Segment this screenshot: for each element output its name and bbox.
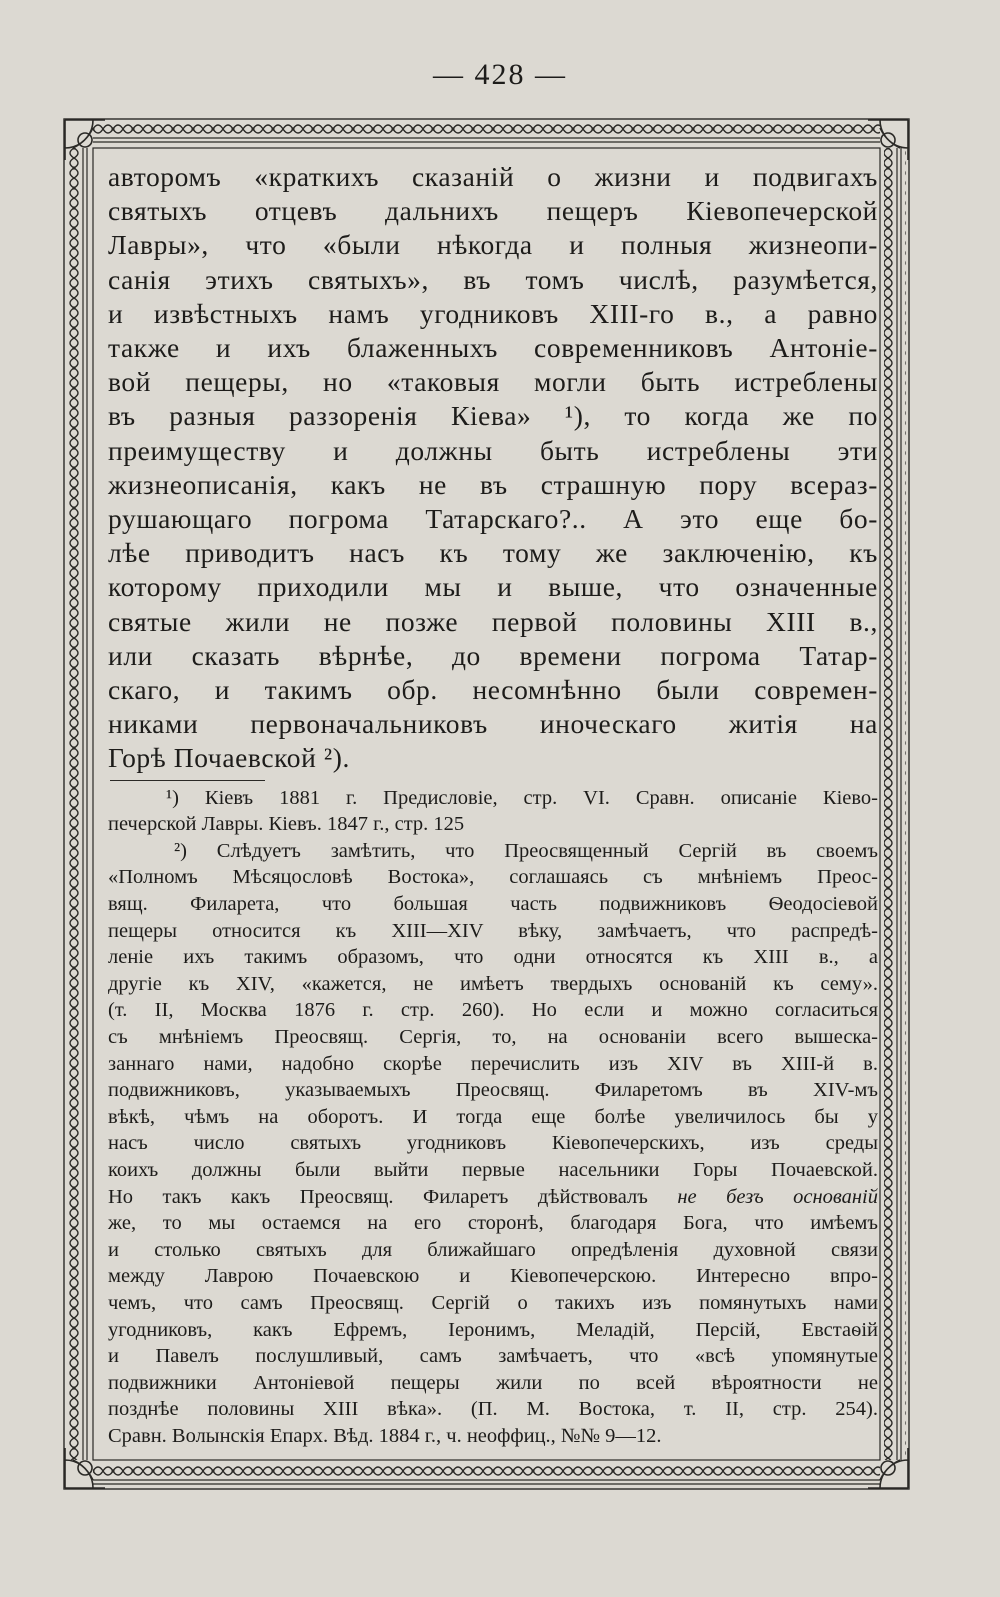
text-line: также и ихъ блаженныхъ современниковъ Антоніе-: [108, 332, 878, 364]
text-line: и извѣстныхъ намъ угодниковъ XIII-го в., а равно: [108, 297, 878, 329]
text-line: Горѣ Почаевской ²).: [108, 742, 350, 774]
italic-phrase: не безъ основаній: [677, 1185, 879, 1208]
main-paragraph: [108, 160, 878, 776]
text-line: святыхъ отцевъ дальнихъ пещеръ Кіевопечерской: [108, 195, 878, 227]
footnote-2-line: (т. II, Москва 1876 г. стр. 260). Но если и можно согласиться: [108, 999, 878, 1022]
footnote-2-line: вѣкѣ, чѣмъ на оборотъ. И тогда еще болѣе увеличилось бы у: [108, 1105, 878, 1128]
footnote-2-line: ²) Слѣдуетъ замѣтить, что Преосвященный Сергій въ своемъ: [174, 839, 878, 862]
page-body: [108, 160, 878, 1450]
text-line: авторомъ «краткихъ сказаній о жизни и подвигахъ: [108, 161, 878, 192]
footnote-2-line: же, то мы остаемся на его сторонѣ, благодаря Бога, что имѣемъ: [108, 1212, 878, 1235]
footnote-1-line: ¹) Кіевъ 1881 г. Предисловіе, стр. VI. Сравн. описаніе Кіево-: [166, 786, 878, 809]
footnote-2-line: коихъ должны были выйти первые насельники Горы Почаевской.: [108, 1158, 878, 1181]
text-line: санія этихъ святыхъ», въ томъ числѣ, разумѣется,: [108, 263, 878, 295]
footnote-2-line: подвижники Антоніевой пещеры жили по всей вѣроятности не: [108, 1371, 878, 1394]
footnote-2-line: «Полномъ Мѣсяцословѣ Востока», соглашаясь съ мнѣніемъ Преос-: [108, 866, 878, 889]
footnote-2-line: и столько святыхъ для ближайшаго опредѣленія духовной связи: [108, 1238, 878, 1261]
footnote-2-line: пещеры относится къ XIII—XIV вѣку, замѣчаетъ, что распредѣ-: [108, 919, 878, 942]
text-line: въ разныя раззоренія Кіева» ¹), то когда же по: [108, 400, 878, 432]
text-line: которому приходили мы и выше, что означенные: [108, 571, 878, 603]
footnote-2-line: другіе къ XIV, «кажется, не имѣетъ твердыхъ основаній къ сему».: [108, 972, 878, 995]
footnote-2-line: леніе ихъ такимъ образомъ, что одни относятся къ XIII в., а: [108, 946, 878, 969]
footnote-2-line: Сравн. Волынскія Епарх. Вѣд. 1884 г., ч. неоффиц., №№ 9—12.: [108, 1424, 662, 1447]
footnote-1-line: печерской Лавры. Кіевъ. 1847 г., стр. 125: [108, 813, 465, 836]
text-line: святые жили не позже первой половины XIII в.,: [108, 605, 878, 637]
footnote-2-line: между Лаврою Почаевскою и Кіевопечерскою. Интересно впро-: [108, 1265, 878, 1288]
footnote-2-line: насъ число святыхъ угодниковъ Кіевопечерскихъ, изъ среды: [108, 1132, 878, 1155]
footnote-2-line-with-italic: [108, 1184, 878, 1211]
text-line: лѣе приводитъ насъ къ тому же заключенію, къ: [108, 537, 878, 569]
text-line: Лавры», что «были нѣкогда и полныя жизнеопи-: [108, 229, 878, 261]
footnote-2-line: позднѣе половины XIII вѣка». (П. М. Востока, т. II, стр. 254).: [108, 1398, 878, 1421]
footnote-rule: [110, 780, 265, 781]
page-number: — 428 —: [433, 58, 567, 91]
footnote-2-text: Но такъ какъ Преосвящ. Филаретъ дѣйствовалъ: [108, 1185, 648, 1208]
footnote-2-line: чемъ, что самъ Преосвящ. Сергій о такихъ изъ помянутыхъ нами: [108, 1291, 878, 1314]
text-line: или сказать вѣрнѣе, до времени погрома Татар-: [108, 639, 878, 671]
footnote-2-line: съ мнѣніемъ Преосвящ. Сергія, то, на основаніи всего вышеска-: [108, 1026, 878, 1048]
text-line: рушающаго погрома Татарскаго?.. А это еще бо-: [108, 503, 878, 535]
footnote-2-line: подвижниковъ, указываемыхъ Преосвящ. Филаретомъ въ XIV-мъ: [108, 1079, 878, 1102]
footnotes: [108, 785, 878, 1450]
text-line: никами первоначальниковъ иноческаго житія на: [108, 708, 878, 740]
footnote-2-line: заннаго нами, надобно скорѣе перечислить изъ XIV въ XIII-й в.: [108, 1052, 878, 1075]
footnote-2-line: вящ. Филарета, что большая часть подвижниковъ Ѳеодосіевой: [108, 893, 878, 916]
text-line: преимуществу и должны быть истреблены эти: [108, 434, 878, 466]
text-line: вой пещеры, но «таковыя могли быть истреблены: [108, 366, 878, 398]
footnote-2-line: угодниковъ, какъ Ефремъ, Іеронимъ, Меладій, Персій, Евстаѳій: [108, 1318, 878, 1341]
footnote-2-line: и Павелъ послушливый, самъ замѣчаетъ, что «всѣ упомянутые: [108, 1345, 878, 1368]
text-line: жизнеописанія, какъ не въ страшную пору всераз-: [108, 468, 878, 500]
text-line: скаго, и такимъ обр. несомнѣнно были современ-: [108, 674, 878, 706]
